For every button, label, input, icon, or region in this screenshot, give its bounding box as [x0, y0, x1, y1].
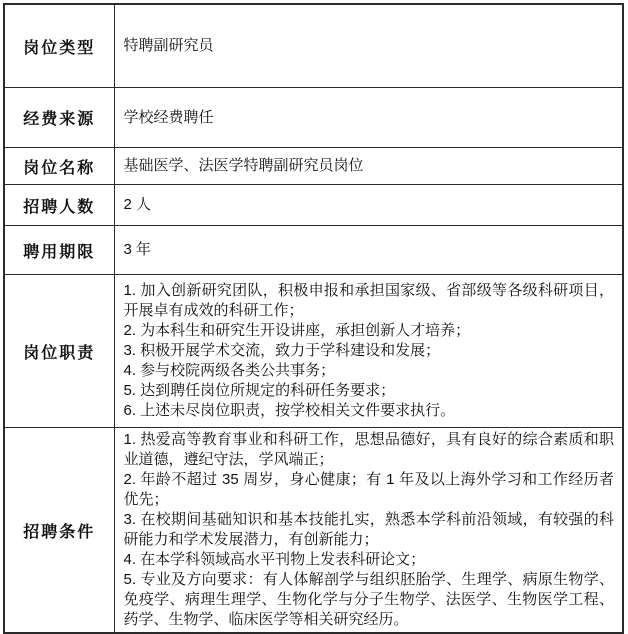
requirement-item: 4. 在本学科领域高水平刊物上发表科研论文； [123, 551, 426, 568]
requirements-value [114, 428, 623, 634]
table-row-position-name [4, 148, 623, 185]
table-row-employment-term [4, 226, 623, 275]
duty-item: 4. 参与校院两级各类公共事务； [123, 362, 336, 379]
headcount-value: 2 人 [114, 185, 623, 226]
job-duties-label: 岗位职责 [4, 275, 114, 428]
requirement-item: 5. 专业及方向要求：有人体解剖学与组织胚胎学、生理学、病原生物学、免疫学、病理生理学、生物化学与分子生物学、法医学、生物医学工程、药学、生物学、临床医学等相关研究经历。 [123, 571, 614, 628]
funding-source-label: 经费来源 [4, 88, 114, 148]
table-row-job-type [4, 4, 623, 88]
requirement-item: 1. 热爱高等教育事业和科研工作，思想品德好，具有良好的综合素质和职业道德，遵纪守法，学风端正； [123, 431, 614, 468]
table-row-funding-source [4, 88, 623, 148]
position-name-label: 岗位名称 [4, 148, 114, 185]
duty-item: 2. 为本科生和研究生开设讲座，承担创新人才培养； [123, 322, 471, 339]
duty-item: 1. 加入创新研究团队，积极申报和承担国家级、省部级等各级科研项目，开展卓有成效的科研工作； [123, 282, 614, 319]
table-row-requirements [4, 428, 623, 634]
position-name-value: 基础医学、法医学特聘副研究员岗位 [114, 148, 623, 185]
job-type-label: 岗位类型 [4, 4, 114, 88]
funding-source-value: 学校经费聘任 [114, 88, 623, 148]
requirement-item: 2. 年龄不超过 35 周岁，身心健康；有 1 年及以上海外学习和工作经历者优先； [123, 471, 614, 508]
headcount-label: 招聘人数 [4, 185, 114, 226]
requirement-item: 3. 在校期间基础知识和基本技能扎实，熟悉本学科前沿领域，有较强的科研能力和学术发展潜力，有创新能力； [123, 511, 614, 548]
duty-item: 5. 达到聘任岗位所规定的科研任务要求； [123, 382, 396, 399]
requirements-label: 招聘条件 [4, 428, 114, 634]
table-row-headcount [4, 185, 623, 226]
job-type-value: 特聘副研究员 [114, 4, 623, 88]
job-posting-table [3, 3, 624, 634]
table-row-job-duties [4, 275, 623, 428]
employment-term-label: 聘用期限 [4, 226, 114, 275]
duty-item: 3. 积极开展学术交流，致力于学科建设和发展； [123, 342, 441, 359]
employment-term-value: 3 年 [114, 226, 623, 275]
job-duties-value [114, 275, 623, 428]
duty-item: 6. 上述未尽岗位职责，按学校相关文件要求执行。 [123, 402, 456, 419]
